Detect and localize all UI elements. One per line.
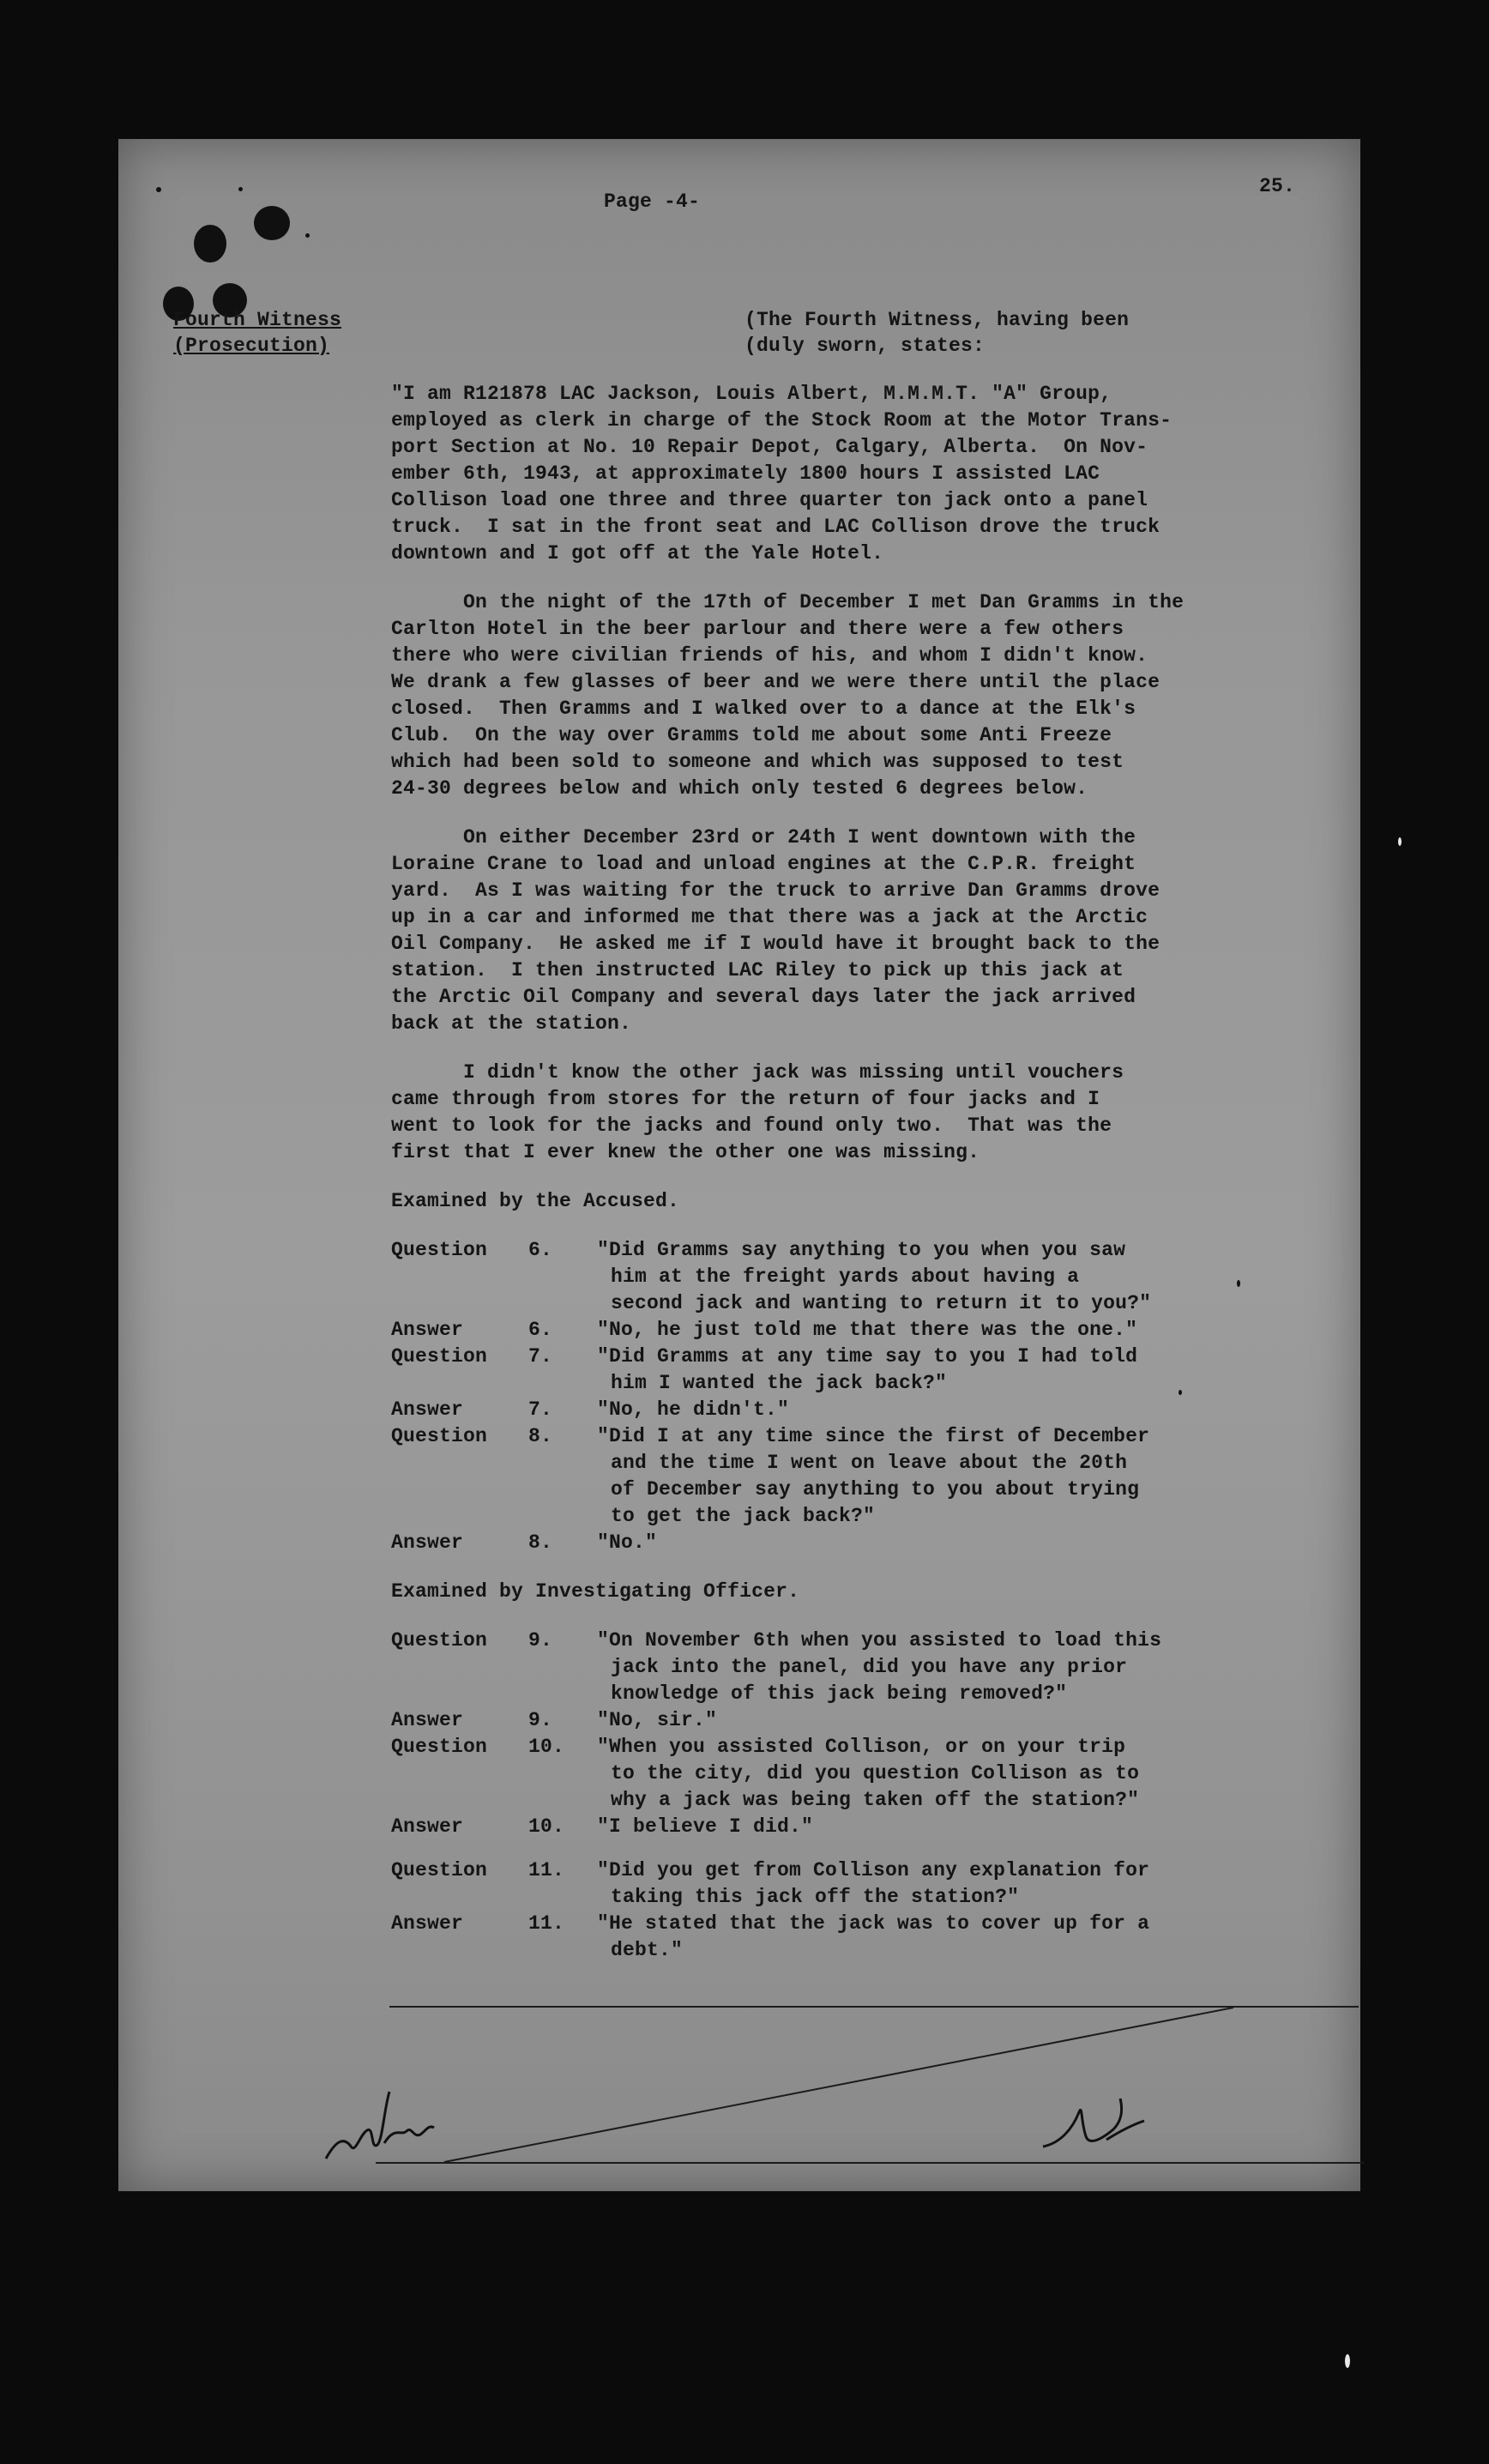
qa-kind: Answer bbox=[391, 1398, 464, 1421]
qa-number: 11. bbox=[528, 1859, 565, 1881]
qa-kind: Question bbox=[391, 1345, 488, 1368]
qa-text: "Did Gramms say anything to you when you saw him at the freight yards about having a second jack and wanting to return it to you?" bbox=[597, 1239, 1152, 1314]
section-heading-investigating-officer: Examined by Investigating Officer. bbox=[391, 1580, 800, 1603]
ink-blot bbox=[1237, 1280, 1240, 1287]
qa-kind: Answer bbox=[391, 1709, 464, 1731]
testimony-paragraph-4: I didn't know the other jack was missing until vouchers came through from stores for the return of four jacks and I went to look for the jacks and found only two. That was the first that I ever knew the other one was missing. bbox=[391, 1061, 1124, 1163]
qa-number: 11. bbox=[528, 1912, 565, 1935]
qa-number: 10. bbox=[528, 1736, 565, 1758]
qa-kind: Answer bbox=[391, 1912, 464, 1935]
qa-number: 7. bbox=[528, 1345, 553, 1368]
qa-number: 9. bbox=[528, 1709, 553, 1731]
film-speck bbox=[1345, 2354, 1350, 2368]
diagonal-strike-line bbox=[118, 139, 1360, 2191]
qa-kind: Answer bbox=[391, 1531, 464, 1554]
qa-kind: Question bbox=[391, 1629, 488, 1652]
sworn-line-1: (The Fourth Witness, having been bbox=[744, 309, 1130, 331]
qa-text: "Did I at any time since the first of December and the time I went on leave about the 20th of December say anything to you about trying to get the jack back?" bbox=[597, 1425, 1150, 1527]
qa-kind: Question bbox=[391, 1425, 488, 1447]
qa-text: "He stated that the jack was to cover up for a debt." bbox=[597, 1912, 1150, 1961]
testimony-paragraph-3: On either December 23rd or 24th I went downtown with the Loraine Crane to load and unload engines at the C.P.R. freight yard. As I was waiting for the truck to arrive Dan Gramms drove up in a car and informed me that there was a jack at the Arctic Oil Company. He asked me if I would have it brought back to the station. I then instructed LAC Riley to pick up this jack at the Arctic Oil Company and several days later the jack arrived back at the station. bbox=[391, 826, 1160, 1035]
qa-text: "When you assisted Collison, or on your trip to the city, did you question Collison as to why a jack was being taken off the station?" bbox=[597, 1736, 1140, 1811]
ink-blot bbox=[1179, 1390, 1182, 1395]
qa-number: 6. bbox=[528, 1319, 553, 1341]
qa-number: 7. bbox=[528, 1398, 553, 1421]
document-page bbox=[118, 139, 1360, 2191]
qa-text: "No, sir." bbox=[597, 1709, 718, 1731]
section-heading-accused: Examined by the Accused. bbox=[391, 1190, 680, 1212]
qa-kind: Question bbox=[391, 1736, 488, 1758]
qa-number: 8. bbox=[528, 1425, 553, 1447]
handwritten-initials-left bbox=[317, 2083, 446, 2169]
sworn-line-2: (duly sworn, states: bbox=[744, 335, 986, 357]
qa-text: "Did you get from Collison any explanation for taking this jack off the station?" bbox=[597, 1859, 1150, 1908]
qa-text: "I believe I did." bbox=[597, 1815, 814, 1838]
qa-number: 10. bbox=[528, 1815, 565, 1838]
qa-kind: Question bbox=[391, 1239, 488, 1261]
qa-number: 9. bbox=[528, 1629, 553, 1652]
qa-text: "No, he didn't." bbox=[597, 1398, 790, 1421]
qa-number: 8. bbox=[528, 1531, 553, 1554]
qa-kind: Question bbox=[391, 1859, 488, 1881]
qa-text: "No." bbox=[597, 1531, 658, 1554]
witness-label-side: (Prosecution) bbox=[173, 335, 330, 357]
film-speck bbox=[1398, 837, 1402, 846]
handwritten-initials-right bbox=[1034, 2087, 1154, 2164]
page-label: Page -4- bbox=[604, 190, 701, 213]
qa-text: "Did Gramms at any time say to you I had told him I wanted the jack back?" bbox=[597, 1345, 1138, 1394]
testimony-paragraph-2: On the night of the 17th of December I met Dan Gramms in the Carlton Hotel in the beer parlour and there were a few others there who were civilian friends of his, and whom I didn't know. We drank a few glasses of beer and we were there until the place closed. Then Gramms and I walked over to a dance at the Elk's Club. On the way over Gramms told me about some Anti Freeze which had been sold to someone and which was supposed to test 24-30 degrees below and which only tested 6 degrees below. bbox=[391, 591, 1185, 800]
qa-number: 6. bbox=[528, 1239, 553, 1261]
qa-kind: Answer bbox=[391, 1815, 464, 1838]
testimony-paragraph-1: "I am R121878 LAC Jackson, Louis Albert, M.M.M.T. "A" Group, employed as clerk in charge of the Stock Room at the Motor Trans- port Section at No. 10 Repair Depot, Calgary, Alberta. On Nov- ember 6th, 1943, at approximately 1800 hours I assisted LAC Collison load one three and three quarter ton jack onto a panel truck. I sat in the front seat and LAC Collison drove the truck downtown and I got off at the Yale Hotel. bbox=[391, 383, 1173, 565]
qa-text: "No, he just told me that there was the one." bbox=[597, 1319, 1138, 1341]
qa-kind: Answer bbox=[391, 1319, 464, 1341]
qa-text: "On November 6th when you assisted to load this jack into the panel, did you have any prior knowledge of this jack being removed?" bbox=[597, 1629, 1162, 1705]
page-number: 25. bbox=[1259, 175, 1296, 197]
witness-label-title: Fourth Witness bbox=[173, 309, 342, 331]
